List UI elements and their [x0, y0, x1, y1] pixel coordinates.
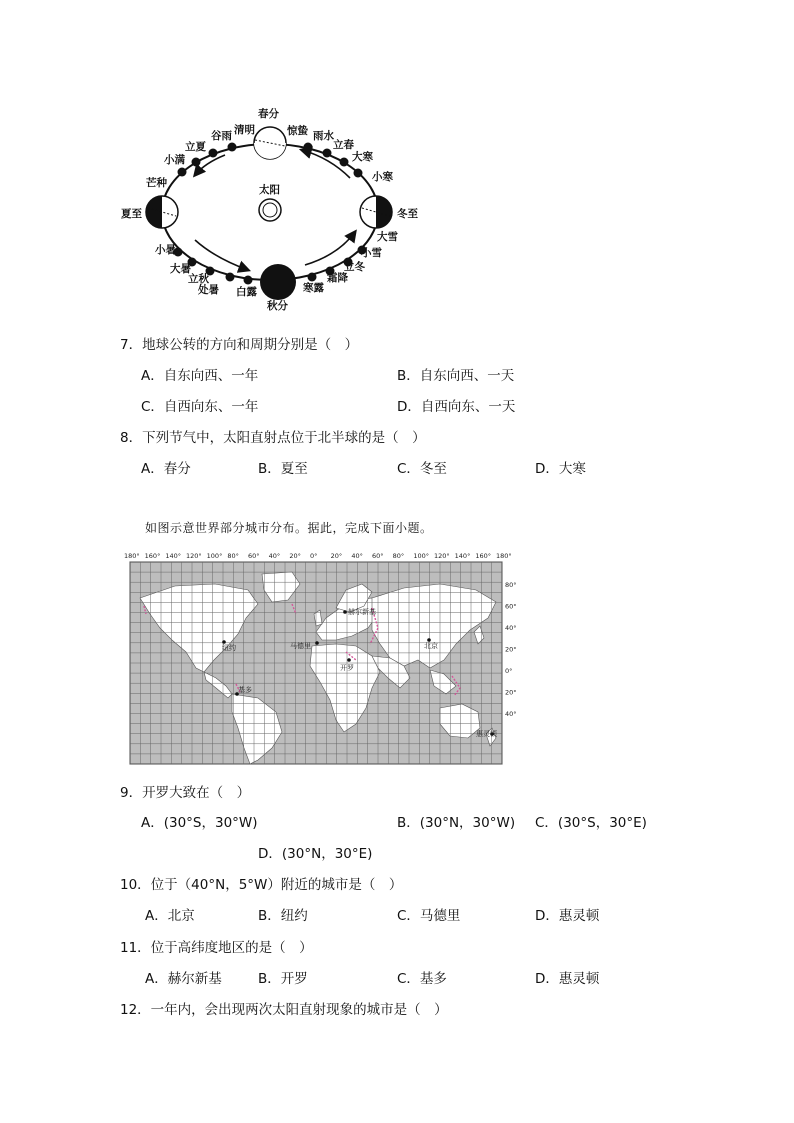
term-label: 秋分 — [267, 300, 288, 312]
option-a[interactable]: A．春分 — [141, 461, 191, 477]
lat-tick-label: 20° — [505, 688, 517, 697]
lon-tick-label: 140° — [165, 552, 182, 560]
lat-tick-label: 80° — [505, 581, 517, 589]
term-label: 谷雨 — [211, 130, 232, 142]
svg-text:基多: 基多 — [238, 686, 252, 694]
option-b[interactable]: B．(30°N，30°W) — [397, 815, 516, 831]
lon-tick-label: 60° — [248, 552, 260, 560]
question-11: 11．位于高纬度地区的是（ ） — [120, 940, 313, 956]
option-d[interactable]: D．惠灵顿 — [535, 908, 600, 924]
option-c[interactable]: C．马德里 — [397, 908, 461, 924]
term-label: 处暑 — [198, 284, 219, 296]
option-d[interactable]: D．自西向东、一天 — [397, 399, 516, 415]
map-grid — [130, 562, 502, 764]
lon-tick-label: 160° — [475, 552, 492, 560]
lat-tick-label: 40° — [505, 624, 517, 632]
lon-tick-label: 180° — [124, 552, 140, 560]
lon-tick-label: 100° — [413, 552, 430, 560]
term-label: 小雪 — [361, 247, 382, 259]
option-d[interactable]: D．大寒 — [535, 461, 586, 477]
term-label: 霜降 — [327, 272, 348, 284]
term-label: 大暑 — [170, 263, 191, 275]
svg-text:赫尔新基: 赫尔新基 — [348, 608, 376, 616]
term-label: 小寒 — [372, 171, 393, 183]
question-12: 12．一年内，会出现两次太阳直射现象的城市是（ ） — [120, 1002, 448, 1018]
option-a[interactable]: A．自东向西、一年 — [141, 368, 259, 384]
lon-tick-label: 100° — [206, 552, 223, 560]
term-label: 夏至 — [121, 208, 142, 220]
svg-text:马德里: 马德里 — [290, 642, 311, 650]
lon-tick-label: 140° — [454, 552, 471, 560]
city-wellington — [476, 729, 498, 738]
lon-tick-label: 0° — [310, 552, 318, 560]
option-a[interactable]: A．(30°S，30°W) — [141, 815, 258, 831]
option-d[interactable]: D．(30°N，30°E) — [258, 846, 373, 862]
svg-text:开罗: 开罗 — [340, 664, 354, 672]
lon-tick-label: 180° — [496, 552, 512, 560]
lon-tick-label: 40° — [351, 552, 363, 560]
option-c[interactable]: C．冬至 — [397, 461, 447, 477]
term-label: 寒露 — [303, 282, 324, 294]
option-b[interactable]: B．夏至 — [258, 461, 308, 477]
term-label: 芒种 — [146, 177, 167, 189]
sun-icon — [259, 199, 281, 221]
sun-label: 太阳 — [259, 184, 280, 196]
term-label: 冬至 — [397, 208, 418, 220]
term-label: 雨水 — [313, 130, 334, 142]
term-label: 立春 — [333, 139, 354, 151]
term-label: 白露 — [236, 286, 257, 298]
lat-tick-label: 0° — [505, 667, 513, 675]
lat-tick-label: 60° — [505, 602, 517, 611]
lon-tick-label: 80° — [392, 552, 405, 560]
orbit-arrow — [195, 155, 225, 175]
question-10: 10．位于（40°N，5°W）附近的城市是（ ） — [120, 877, 403, 893]
lon-tick-label: 160° — [144, 552, 161, 560]
earth-winter-solstice — [360, 196, 392, 228]
option-b[interactable]: B．开罗 — [258, 971, 308, 987]
question-8: 8．下列节气中，太阳直射点位于北半球的是（ ） — [120, 430, 426, 446]
option-a[interactable]: A．北京 — [145, 908, 195, 924]
earth-summer-solstice — [146, 196, 178, 228]
lon-tick-label: 40° — [268, 552, 281, 560]
longitude-ticks — [124, 552, 512, 560]
svg-text:北京: 北京 — [424, 642, 438, 650]
lon-tick-label: 80° — [227, 552, 239, 560]
term-label: 大雪 — [377, 231, 398, 243]
term-label: 春分 — [258, 108, 279, 120]
map-intro-text: 如图示意世界部分城市分布。据此，完成下面小题。 — [145, 521, 433, 535]
earth-orbit-diagram — [0, 0, 794, 320]
term-label: 小满 — [164, 154, 185, 166]
lat-tick-label: 40° — [505, 710, 517, 718]
question-7: 7．地球公转的方向和周期分别是（ ） — [120, 337, 359, 353]
lon-tick-label: 120° — [434, 552, 450, 560]
term-label: 大寒 — [352, 151, 373, 163]
option-a[interactable]: A．赫尔新基 — [145, 971, 222, 987]
earth-spring-equinox — [254, 127, 286, 159]
option-c[interactable]: C．(30°S，30°E) — [535, 815, 647, 831]
term-label: 立冬 — [344, 261, 365, 273]
city-helsinki — [343, 607, 376, 616]
lon-tick-label: 20° — [330, 552, 343, 560]
term-label: 清明 — [234, 124, 255, 136]
term-label: 惊蛰 — [287, 125, 308, 137]
term-label: 立秋 — [188, 273, 209, 285]
option-c[interactable]: C．自西向东、一年 — [141, 399, 259, 415]
option-b[interactable]: B．自东向西、一天 — [397, 368, 515, 384]
lon-tick-label: 20° — [289, 552, 301, 560]
question-9: 9．开罗大致在（ ） — [120, 785, 251, 801]
term-label: 立夏 — [185, 141, 206, 153]
world-map — [0, 548, 794, 778]
svg-text:惠灵顿: 惠灵顿 — [476, 730, 497, 738]
lon-tick-label: 60° — [372, 552, 384, 560]
option-b[interactable]: B．纽约 — [258, 908, 308, 924]
lat-tick-label: 20° — [505, 645, 517, 654]
latitude-ticks — [505, 581, 517, 718]
option-d[interactable]: D．惠灵顿 — [535, 971, 600, 987]
term-label: 小暑 — [155, 244, 176, 256]
svg-text:纽约: 纽约 — [222, 644, 236, 652]
lon-tick-label: 120° — [186, 552, 202, 560]
option-c[interactable]: C．基多 — [397, 971, 447, 987]
earth-autumn-equinox — [260, 264, 296, 300]
